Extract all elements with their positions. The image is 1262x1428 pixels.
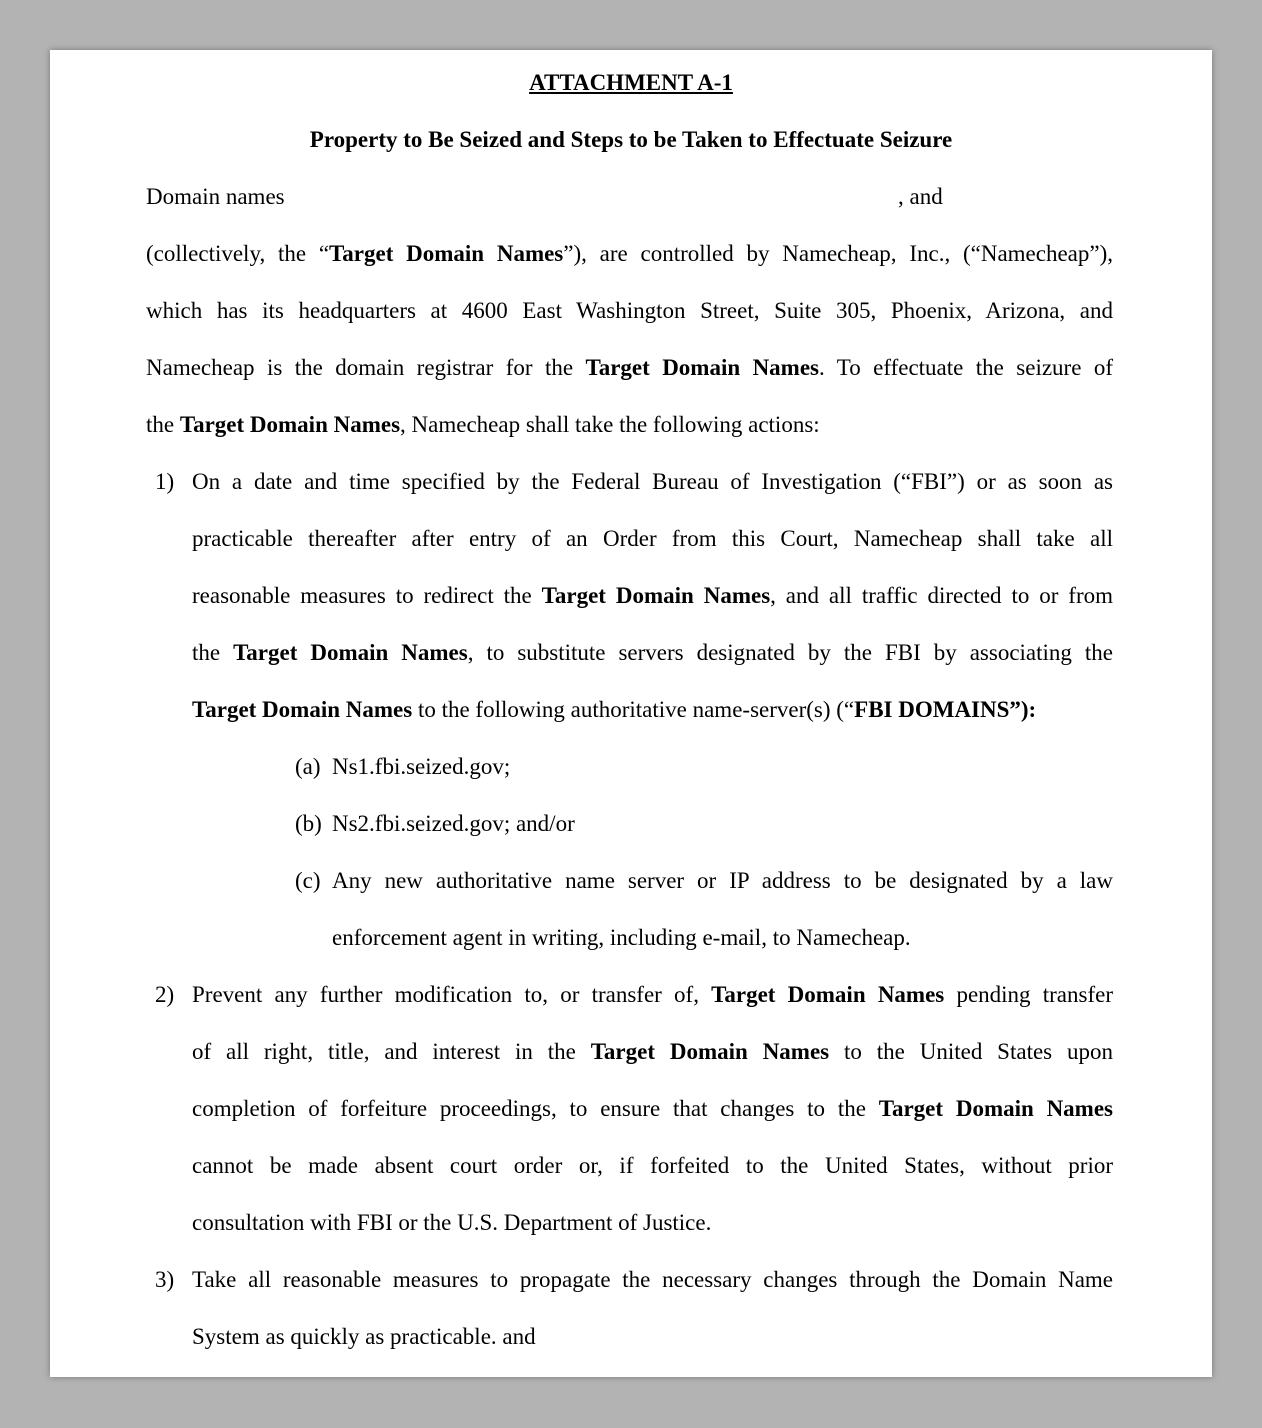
intro-line-3: which has its headquarters at 4600 East Washington Street, Suite 305, Phoenix, Arizona, and bbox=[146, 298, 1113, 323]
intro-line-4: Namecheap is the domain registrar for the Target Domain Names. To effectuate the seizure of bbox=[146, 355, 1113, 380]
item-1-line-5: Target Domain Names to the following authoritative name-server(s) (“FBI DOMAINS”): bbox=[192, 697, 1037, 722]
sub-item-a-text: Ns1.fbi.seized.gov; bbox=[332, 754, 511, 779]
sub-item-c-line-2: enforcement agent in writing, including e-mail, to Namecheap. bbox=[332, 925, 911, 950]
intro-line-5: the Target Domain Names, Namecheap shall take the following actions: bbox=[146, 412, 820, 437]
item-2-number: 2) bbox=[155, 982, 175, 1007]
sub-item-b-label: (b) bbox=[295, 811, 322, 836]
item-2-line-5: consultation with FBI or the U.S. Department of Justice. bbox=[192, 1210, 712, 1235]
item-1-line-2: practicable thereafter after entry of an Order from this Court, Namecheap shall take all bbox=[192, 526, 1113, 551]
item-1-number: 1) bbox=[155, 469, 175, 494]
item-2-line-1: Prevent any further modification to, or transfer of, Target Domain Names pending transfer bbox=[192, 982, 1113, 1007]
document-title: ATTACHMENT A-1 bbox=[529, 70, 733, 95]
item-2-line-2: of all right, title, and interest in the Target Domain Names to the United States upon bbox=[192, 1039, 1113, 1064]
sub-item-a-label: (a) bbox=[295, 754, 321, 779]
sub-item-b-text: Ns2.fbi.seized.gov; and/or bbox=[332, 811, 575, 836]
item-3-line-2: System as quickly as practicable. and bbox=[192, 1324, 536, 1349]
sub-item-c-label: (c) bbox=[295, 868, 321, 893]
intro-line-2: (collectively, the “Target Domain Names”), are controlled by Namecheap, Inc., (“Namecheap”), bbox=[146, 241, 1113, 266]
document-subtitle: Property to Be Seized and Steps to be Taken to Effectuate Seizure bbox=[309, 127, 953, 152]
item-3-number: 3) bbox=[155, 1267, 175, 1292]
and-label: , and bbox=[898, 184, 943, 209]
sub-item-c-line-1: Any new authoritative name server or IP address to be designated by a law bbox=[332, 868, 1113, 893]
item-1-line-4: the Target Domain Names, to substitute servers designated by the FBI by associating the bbox=[192, 640, 1113, 665]
item-2-line-3: completion of forfeiture proceedings, to ensure that changes to the Target Domain Names bbox=[192, 1096, 1113, 1121]
item-2-line-4: cannot be made absent court order or, if forfeited to the United States, without prior bbox=[192, 1153, 1113, 1178]
document-page bbox=[50, 50, 1212, 1377]
item-1-line-1: On a date and time specified by the Federal Bureau of Investigation (“FBI”) or as soon as bbox=[192, 469, 1113, 494]
item-3-line-1: Take all reasonable measures to propagate the necessary changes through the Domain Name bbox=[192, 1267, 1113, 1292]
item-1-line-3: reasonable measures to redirect the Target Domain Names, and all traffic directed to or from bbox=[192, 583, 1114, 608]
domain-names-label: Domain names bbox=[146, 184, 285, 209]
